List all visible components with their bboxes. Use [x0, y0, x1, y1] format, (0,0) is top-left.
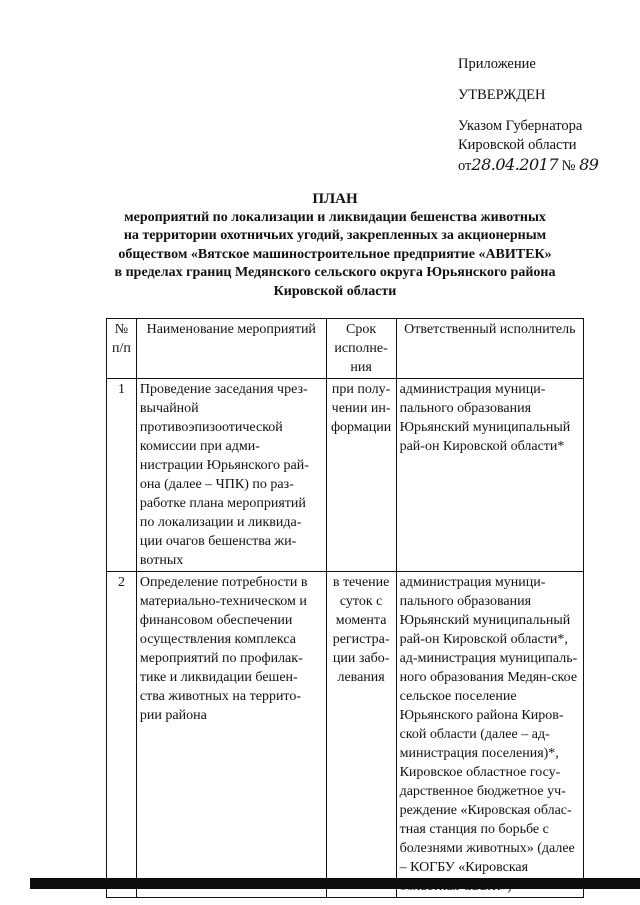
approved-label: УТВЕРЖДЕН [458, 87, 546, 103]
row-term: при полу-чении ин-формации [326, 379, 396, 572]
plan-title-line-5: Кировской области [273, 283, 397, 299]
date-prefix: от [458, 158, 472, 174]
decree-line-1: Указом Губернатора [458, 118, 583, 134]
table-row [107, 379, 584, 572]
plan-title-line-4: в пределах границ Медянского сельского округа Юрьянского района [114, 265, 556, 280]
header-name: Наименование мероприятий [136, 319, 326, 379]
row-name: Определение потребности в материально-техническом и финансовом обеспечении осуществления комплекса мероприятий по профилак-тике и ликвидации бешен-ства животных на террито-рии района [136, 572, 326, 898]
table-row [107, 572, 584, 898]
plan-title-line-2: на территории охотничьих угодий, закрепленных за акционерным [123, 228, 547, 243]
header-term: Срок исполне-ния [326, 319, 396, 379]
number-prefix: № [561, 158, 576, 174]
decree-date-line [458, 155, 598, 176]
row-name: Проведение заседания чрез-вычайной противоэпизоотической комиссии при адми-нистрации Юрьянского рай-она (далее – ЧПК) по раз-работке плана мероприятий по локализации и ликвида-ции очагов бешенства жи-вотных [136, 379, 326, 572]
header-number: № п/п [107, 319, 137, 379]
row-executor: администрация муници-пального образования Юрьянский муниципальный рай-он Кировской области* [396, 379, 583, 572]
decree-line-2: Кировской области [458, 137, 577, 153]
appendix-label: Приложение [458, 56, 536, 72]
plan-title-line-1: мероприятий по локализации и ликвидации бешенства животных [124, 209, 546, 225]
row-executor: администрация муници-пального образования Юрьянский муниципальный рай-он Кировской области*, ад-министрация муниципаль-ного образования Медян-ское сельское поселение Юрьянского района Киров-ской области (далее – ад-министрация поселения)*, Кировское областное госу-дарственное бюджетное уч-реждение «Кировская облас-тная станция по борьбе с болезнями животных» (далее – КОГБУ «Кировская [396, 572, 583, 898]
header-executor: Ответственный исполнитель [396, 319, 583, 379]
table-header-row [107, 319, 584, 379]
plan-table [106, 318, 584, 898]
plan-title-main: ПЛАН [312, 191, 358, 207]
row-term: в течение суток с момента регистра-ции забо-левания [326, 572, 396, 898]
plan-title-line-3: обществом «Вятское машиностроительное предприятие «АВИТЕК» [118, 246, 552, 262]
decree-number: 89 [579, 155, 599, 174]
row-number: 1 [107, 379, 137, 572]
row-number: 2 [107, 572, 137, 898]
scan-bottom-edge [30, 878, 640, 889]
decree-date: 28.04.2017 [471, 155, 559, 174]
plan-title [100, 190, 570, 301]
approval-block [458, 55, 598, 176]
